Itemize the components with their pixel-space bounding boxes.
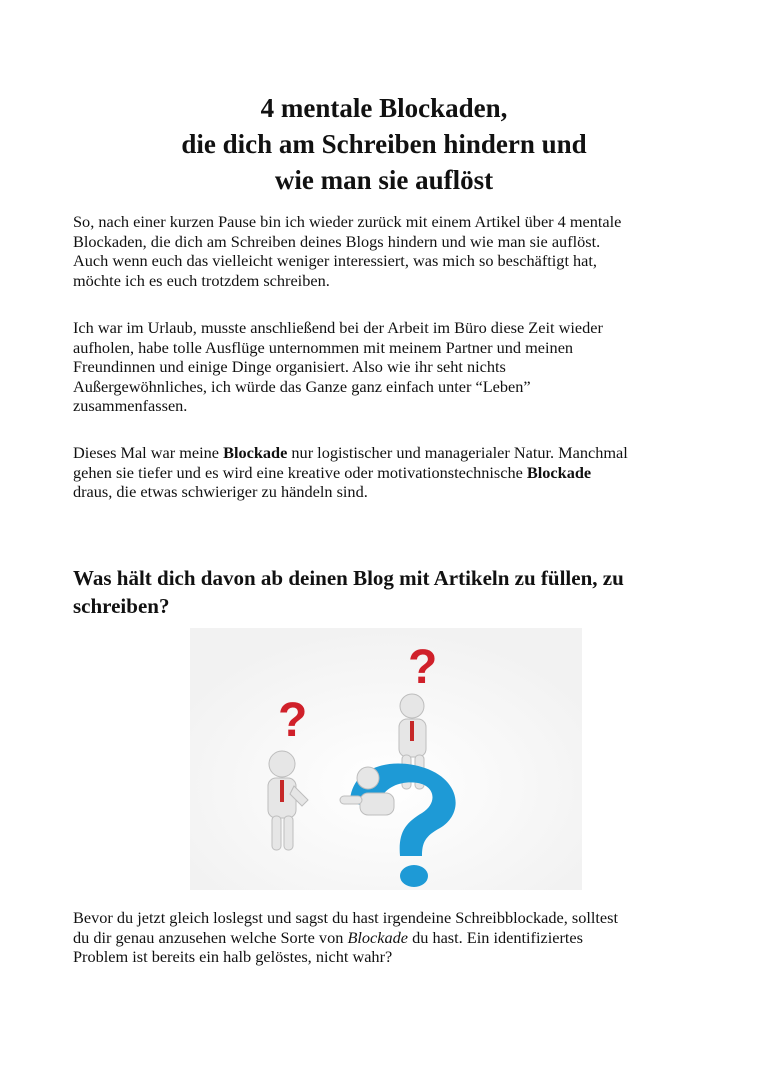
paragraph-intro bbox=[73, 212, 713, 290]
text-line bbox=[73, 463, 713, 483]
text-line bbox=[73, 396, 713, 416]
paragraph-closing bbox=[73, 908, 713, 967]
text-segment: Auch wenn euch das vielleicht weniger interessiert, was mich so beschäftigt hat, bbox=[73, 251, 597, 271]
question-figures-illustration bbox=[190, 628, 582, 890]
text-segment: gehen sie tiefer und es wird eine kreative oder motivationstechnische bbox=[73, 462, 527, 482]
text-segment: aufholen, habe tolle Ausflüge unternommen mit meinem Partner und meinen bbox=[73, 337, 574, 357]
text-segment: zusammenfassen. bbox=[73, 396, 188, 416]
text-line bbox=[73, 212, 713, 232]
text-segment: So, nach einer kurzen Pause bin ich wieder zurück mit einem Artikel über 4 mentale bbox=[73, 212, 622, 231]
heading-line: Was hält dich davon ab deinen Blog mit Artikeln zu füllen, zu bbox=[73, 566, 624, 590]
text-segment: nur logistischer und managerialer Natur. Manchmal bbox=[287, 443, 628, 462]
text-line bbox=[73, 908, 713, 928]
text-line bbox=[73, 482, 713, 502]
title-line: die dich am Schreiben hindern und bbox=[181, 129, 587, 159]
red-question-mark-icon: ? bbox=[278, 694, 308, 747]
text-segment: möchte ich es euch trotzdem schreiben. bbox=[73, 270, 330, 290]
red-question-mark-icon: ? bbox=[408, 641, 438, 694]
document-title bbox=[0, 90, 768, 198]
emphasized-text: Blockade bbox=[526, 462, 592, 482]
text-segment: Blockaden, die dich am Schreiben deines Blogs hindern und wie man sie auflöst. bbox=[73, 231, 601, 251]
text-line bbox=[73, 271, 713, 291]
text-segment: Bevor du jetzt gleich loslegst und sagst du hast irgendeine Schreibblockade, solltest bbox=[73, 908, 619, 927]
paragraph-vacation bbox=[73, 318, 713, 416]
text-segment: Ich war im Urlaub, musste anschließend bei der Arbeit im Büro diese Zeit wieder bbox=[73, 318, 603, 337]
text-line bbox=[73, 318, 713, 338]
text-segment: Außergewöhnliches, ich würde das Ganze ganz einfach unter “Leben” bbox=[73, 376, 531, 396]
title-line: 4 mentale Blockaden, bbox=[260, 93, 508, 123]
text-segment: Problem ist bereits ein halb gelöstes, nicht wahr? bbox=[73, 947, 393, 967]
text-line bbox=[73, 232, 713, 252]
heading-line: schreiben? bbox=[73, 594, 170, 618]
text-segment: du dir genau anzusehen welche Sorte von bbox=[73, 927, 348, 947]
text-segment: Dieses Mal war meine bbox=[73, 443, 224, 462]
paragraph-blockade bbox=[73, 443, 713, 502]
text-line bbox=[73, 338, 713, 358]
text-line bbox=[73, 443, 713, 463]
text-line bbox=[73, 251, 713, 271]
text-line bbox=[73, 947, 713, 967]
emphasized-text: Blockade bbox=[223, 443, 288, 462]
text-line bbox=[73, 928, 713, 948]
text-segment: Freundinnen und einige Dinge organisiert. Also wie ihr seht nichts bbox=[73, 357, 506, 377]
title-line: wie man sie auflöst bbox=[274, 165, 494, 195]
text-segment: draus, die etwas schwieriger zu händeln sind. bbox=[73, 482, 368, 502]
emphasized-text: Blockade bbox=[347, 927, 409, 947]
text-line bbox=[73, 357, 713, 377]
text-line bbox=[73, 377, 713, 397]
text-segment: du hast. Ein identifiziertes bbox=[408, 927, 583, 947]
section-heading bbox=[73, 564, 624, 620]
